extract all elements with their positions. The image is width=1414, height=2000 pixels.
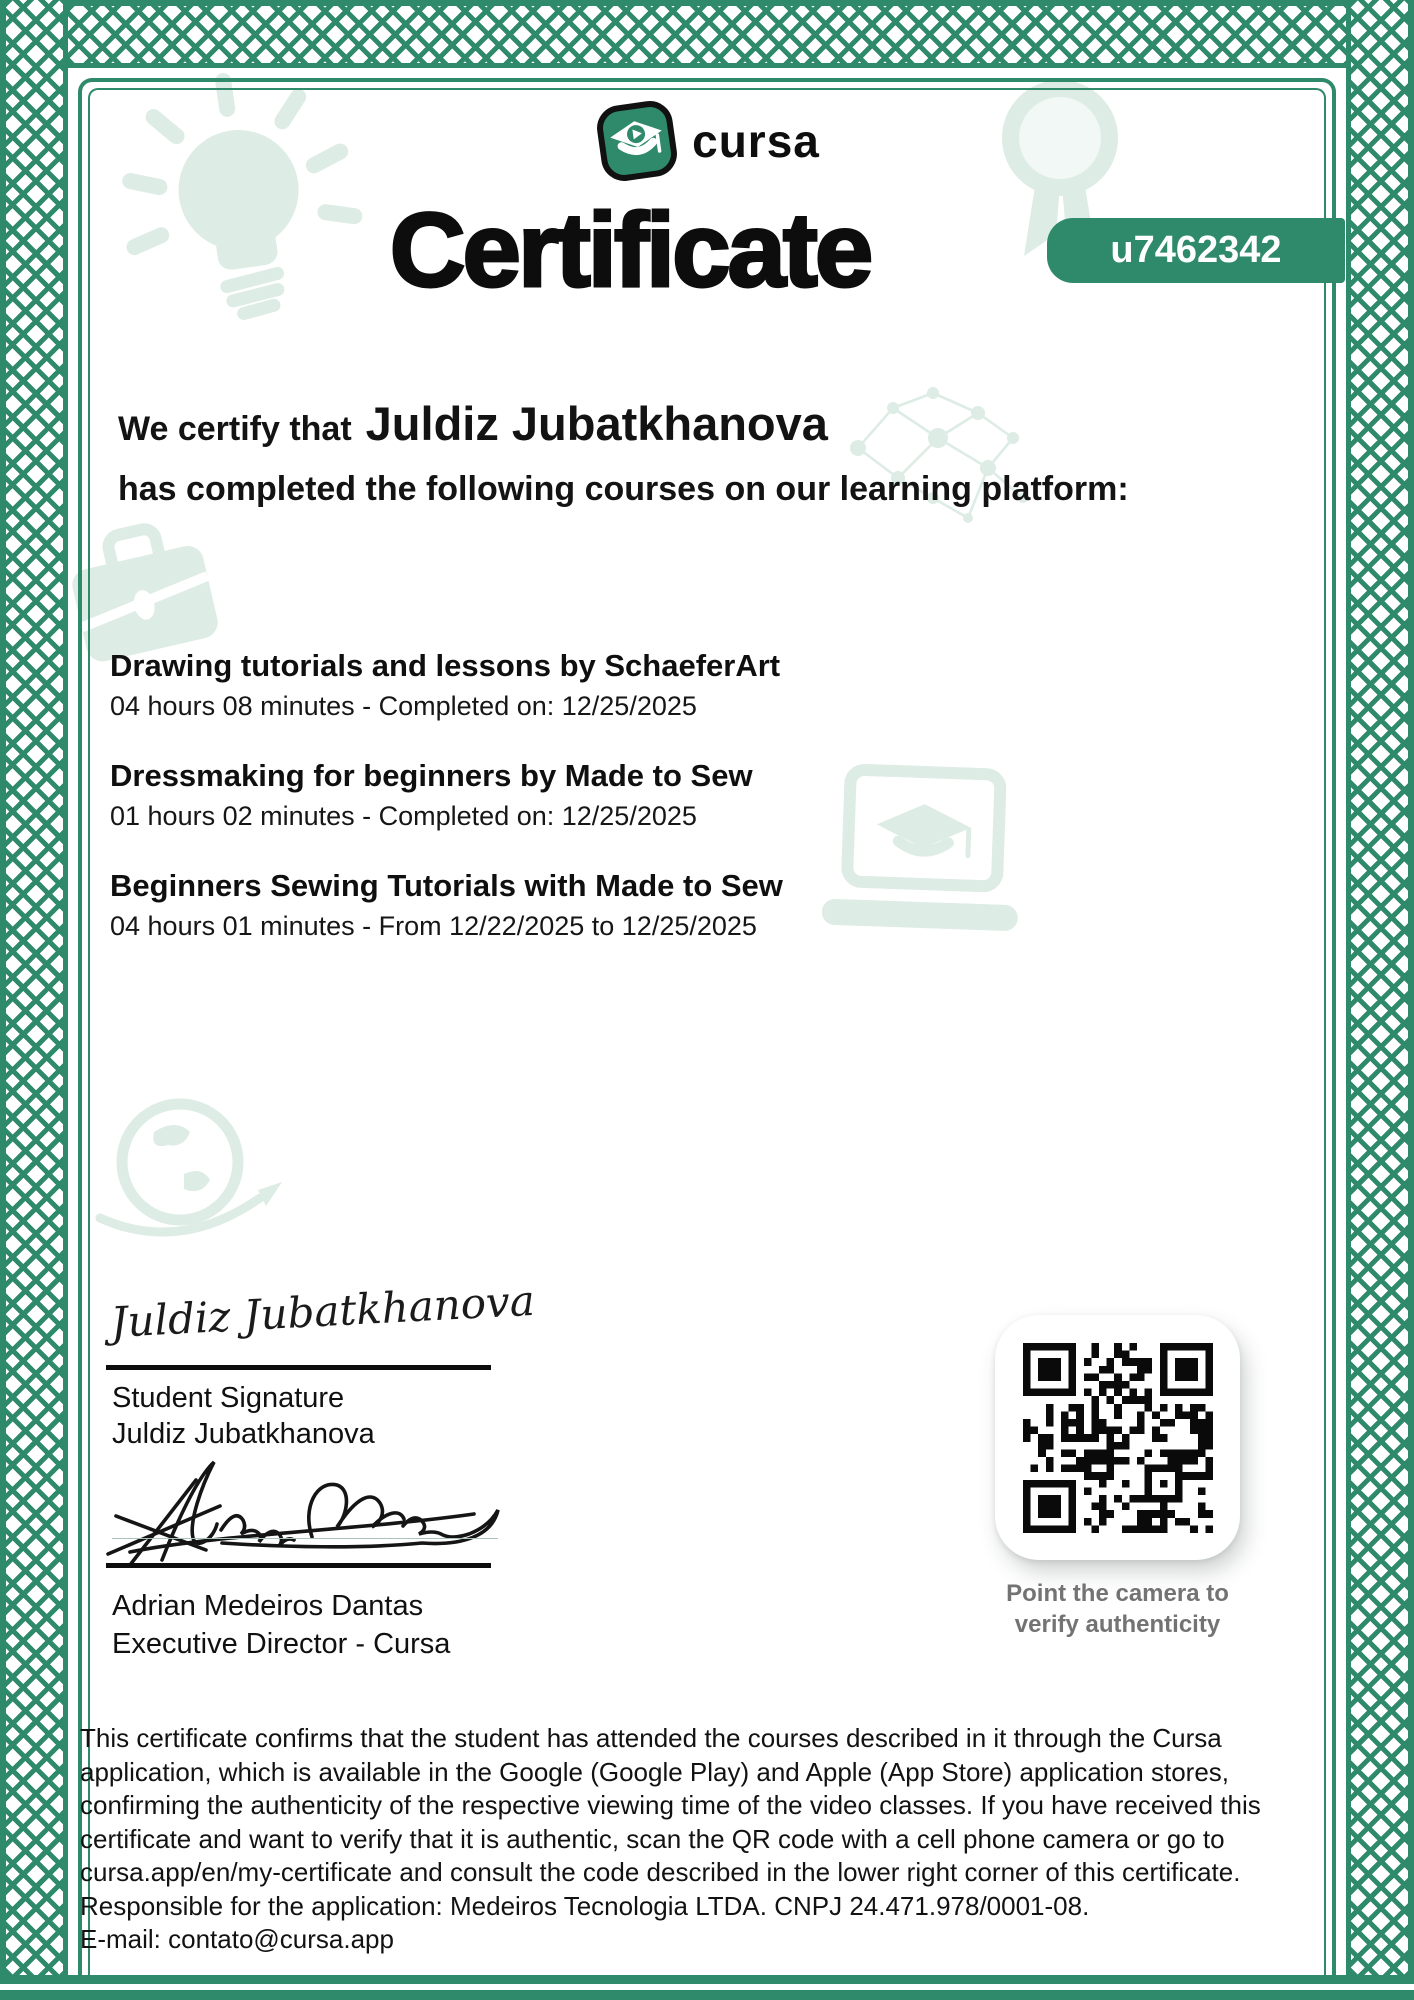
certify-statement [118, 394, 1129, 515]
certify-suffix: has completed the following courses on our learning platform: [118, 470, 1129, 508]
course-details: 04 hours 08 minutes - Completed on: 12/25/2025 [110, 691, 697, 721]
course-title: Beginners Sewing Tutorials with Made to Sew [110, 868, 783, 903]
certificate-title: Certificate [389, 192, 871, 309]
footer-email: E-mail: contato@cursa.app [80, 1924, 394, 1954]
qr-caption [975, 1578, 1260, 1640]
director-role: Executive Director - Cursa [112, 1628, 451, 1660]
course-title: Dressmaking for beginners by Made to Sew [110, 758, 753, 793]
course-details: 04 hours 01 minutes - From 12/22/2025 to 12/25/2025 [110, 911, 757, 941]
director-name: Adrian Medeiros Dantas [112, 1590, 424, 1622]
cursa-app-icon [594, 98, 680, 184]
student-signature-line [106, 1365, 491, 1370]
student-signature-script: Juldiz Jubatkhanova [109, 1275, 536, 1347]
inner-frame-thin [88, 88, 1326, 1975]
course-details: 01 hours 02 minutes - Completed on: 12/25/2025 [110, 801, 697, 831]
director-signature-image [100, 1452, 510, 1570]
footer-disclaimer [80, 1722, 1334, 1957]
course-item [110, 865, 1110, 945]
border-pattern-right [1346, 0, 1414, 1975]
student-name: Juldiz Jubatkhanova [365, 397, 828, 450]
footer-text: This certificate confirms that the student has attended the courses described in it through the Cursa application, which is available in the Google (Google Play) and Apple (App Store) application stores, confirming the authenticity of the respective viewing time of the video classes. If you have received this certificate and want to verify that it is authentic, scan the QR code with a cell phone camera or go to cursa.app/en/my-certificate and consult the code described in the lower right corner of this certificate. Responsible for the application: Medeiros Tecnologia LTDA. CNPJ 24.471.978/0001-08. [80, 1723, 1261, 1921]
director-signature-line [106, 1563, 491, 1568]
student-signature-role: Student Signature [112, 1382, 345, 1414]
qr-card [995, 1315, 1240, 1560]
brand-wordmark: cursa [692, 115, 820, 167]
qr-code [1023, 1343, 1213, 1533]
director-signature-baseline [112, 1538, 498, 1539]
student-signature-name: Juldiz Jubatkhanova [112, 1418, 375, 1450]
border-bar-bottom-inner [0, 1990, 1414, 2000]
qr-caption-line2: verify authenticity [1014, 1611, 1221, 1638]
course-item [110, 755, 1110, 835]
border-bar-bottom-outer [0, 1975, 1414, 1984]
course-title: Drawing tutorials and lessons by SchaeferArt [110, 648, 781, 683]
course-list [110, 645, 1110, 975]
border-pattern-top [0, 0, 1414, 68]
brand-logo [0, 98, 1414, 184]
certify-prefix: We certify that [118, 410, 352, 448]
course-item [110, 645, 1110, 725]
qr-caption-line1: Point the camera to [1006, 1580, 1229, 1607]
certificate-id-badge: u7462342 [1047, 218, 1345, 283]
